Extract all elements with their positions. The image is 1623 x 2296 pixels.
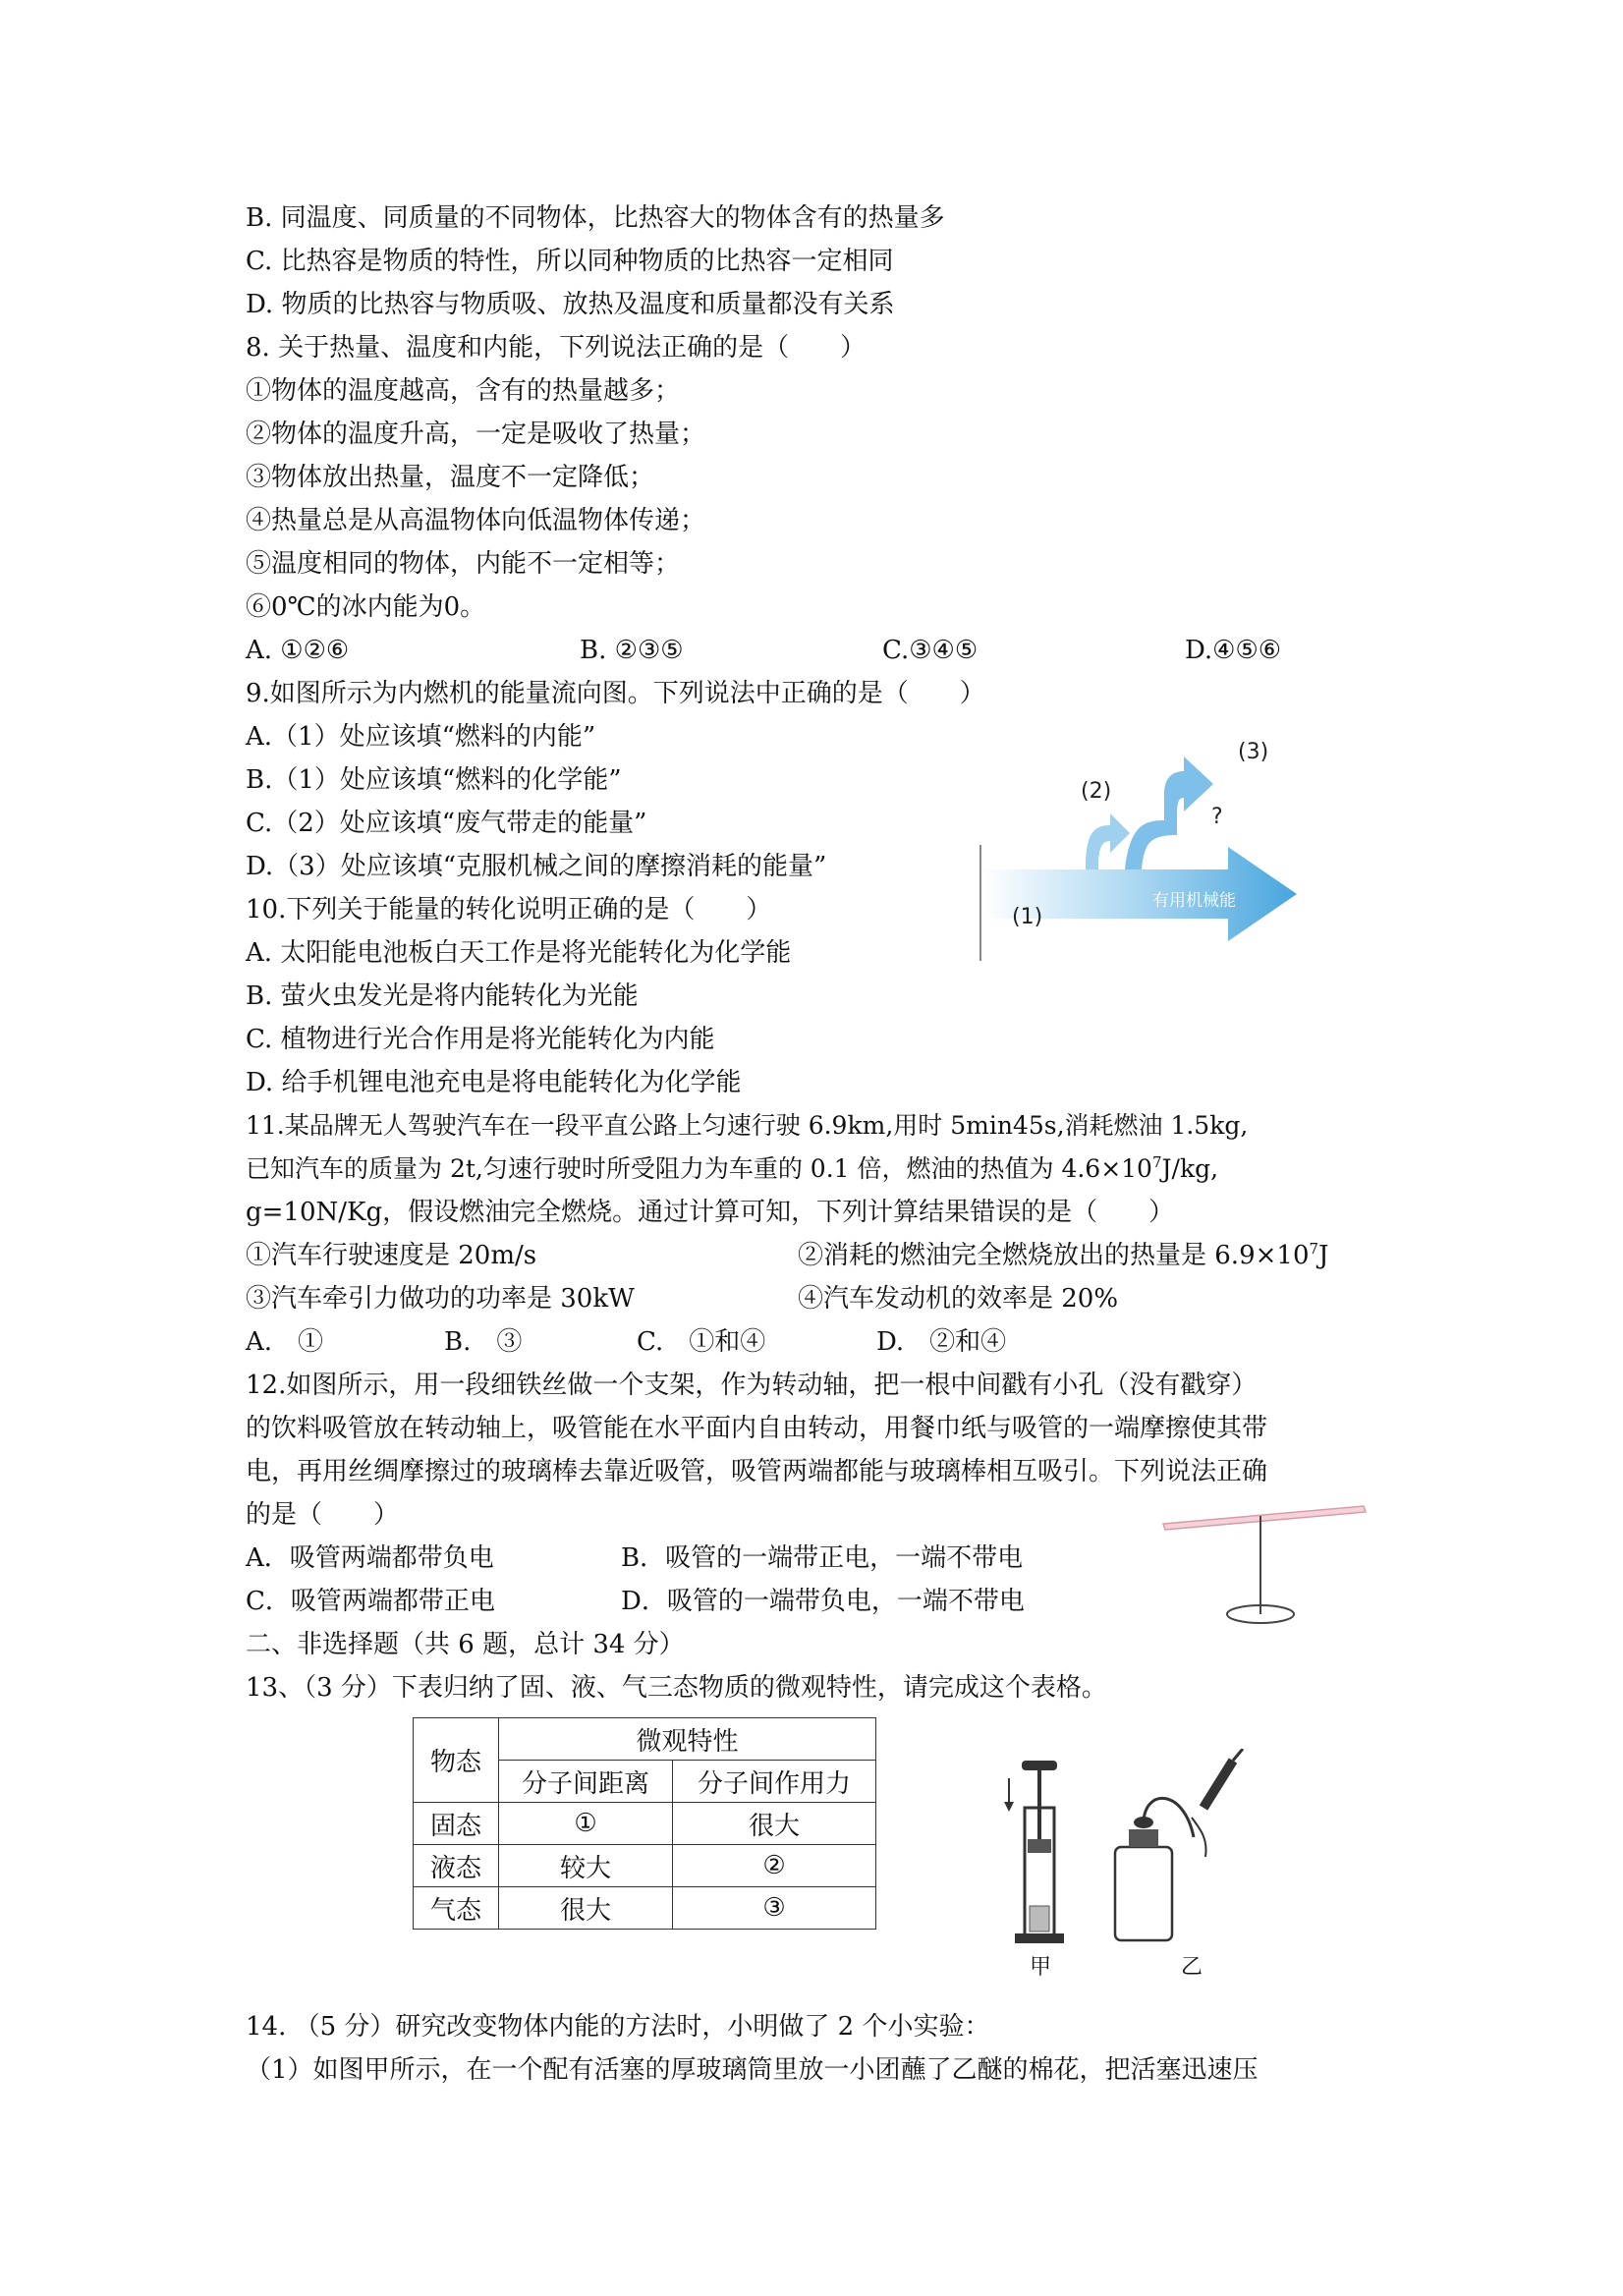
table-cell-distance: 较大	[499, 1845, 673, 1887]
q8-option-a: A. ①②⑥	[246, 636, 350, 665]
q11-stem-line-1: 11.某品牌无人驾驶汽车在一段平直公路上匀速行驶 6.9km,用时 5min45s,消耗燃油 1.5kg,	[246, 1111, 1249, 1140]
q10-option-b: B. 萤火虫发光是将内能转化为光能	[246, 981, 639, 1011]
q12-stem-line-4: 的是（ ）	[246, 1500, 400, 1530]
q9-option-c: C.（2）处应该填“废气带走的能量”	[246, 809, 647, 838]
experiment-figure	[997, 1749, 1321, 1950]
micro-properties-table	[413, 1717, 876, 1930]
flow-label-2: (2)	[1081, 779, 1112, 804]
energy-flow-diagram	[973, 727, 1307, 963]
table-row	[414, 1803, 876, 1845]
q12-stem-line-3: 电，再用丝绸摩擦过的玻璃棒去靠近吸管，吸管两端都能与玻璃棒相互吸引。下列说法正确	[246, 1457, 1268, 1486]
q11-s2-exponent: 7	[1309, 1240, 1319, 1258]
q11-statement-1: ①汽车行驶速度是 20m/s	[246, 1241, 537, 1270]
q12-option-d: D．吸管的一端带负电，一端不带电	[621, 1587, 1025, 1616]
table-row	[414, 1845, 876, 1887]
branch-arrow-2	[1086, 813, 1130, 869]
q11-stem-line-3: g=10N/Kg，假设燃油完全燃烧。通过计算可知，下列计算结果错误的是（ ）	[246, 1198, 1175, 1227]
q7-option-c: C. 比热容是物质的特性，所以同种物质的比热容一定相同	[246, 247, 894, 276]
bottle-pump-apparatus	[1115, 1749, 1243, 1940]
table-cell-force: ②	[673, 1845, 876, 1887]
q11-option-a: A. ①	[246, 1327, 324, 1357]
table-cell-force: 很大	[673, 1803, 876, 1845]
q11-option-d: D. ②和④	[876, 1327, 1007, 1357]
table-cell-distance: ①	[499, 1803, 673, 1845]
q10-option-c: C. 植物进行光合作用是将光能转化为内能	[246, 1025, 715, 1054]
branch-arrow-3	[1125, 756, 1213, 869]
flow-question-mark: ?	[1211, 805, 1223, 829]
q11-text: 已知汽车的质量为 2t,匀速行驶时所受阻力为车重的 0.1 倍，燃油的热值为 4.6×10	[246, 1154, 1152, 1183]
straw-stand-figure	[1159, 1498, 1375, 1626]
q8-statement-2: ②物体的温度升高，一定是吸收了热量；	[246, 420, 706, 449]
table-header-state: 物态	[414, 1718, 499, 1803]
table-cell-state: 液态	[414, 1845, 499, 1887]
q11-option-b: B. ③	[444, 1327, 523, 1357]
q11-statement-4: ④汽车发动机的效率是 20%	[798, 1284, 1119, 1314]
flow-label-1: (1)	[1012, 905, 1043, 929]
q13-stem: 13、（3 分）下表归纳了固、液、气三态物质的微观特性，请完成这个表格。	[246, 1673, 1107, 1703]
q9-option-a: A.（1）处应该填“燃料的内能”	[246, 722, 596, 752]
q8-statement-3: ③物体放出热量，温度不一定降低；	[246, 463, 655, 492]
q11-unit: J/kg,	[1161, 1154, 1219, 1183]
q12-option-b: B．吸管的一端带正电，一端不带电	[621, 1543, 1024, 1573]
q11-exponent: 7	[1151, 1153, 1162, 1171]
q8-stem: 8. 关于热量、温度和内能，下列说法正确的是（ ）	[246, 333, 867, 363]
q11-s2-unit: J	[1318, 1241, 1329, 1270]
useful-mechanical-energy-label: 有用机械能	[1152, 891, 1236, 911]
figure-label-jia: 甲	[1030, 1955, 1052, 1980]
q8-option-c: C.③④⑤	[882, 636, 979, 665]
figure-label-yi: 乙	[1181, 1955, 1203, 1980]
q8-statement-4: ④热量总是从高温物体向低温物体传递；	[246, 506, 706, 535]
q8-statement-5: ⑤温度相同的物体，内能不一定相等；	[246, 549, 681, 579]
q9-stem: 9.如图所示为内燃机的能量流向图。下列说法中正确的是（ ）	[246, 679, 985, 708]
piston-cylinder-apparatus	[1004, 1761, 1064, 1943]
q8-option-b: B. ②③⑤	[580, 636, 684, 665]
q14-part-1: （1）如图甲所示，在一个配有活塞的厚玻璃筒里放一小团蘸了乙醚的棉花，把活塞迅速压	[246, 2055, 1259, 2085]
q9-option-d: D.（3）处应该填“克服机械之间的摩擦消耗的能量”	[246, 852, 827, 881]
q12-option-a: A．吸管两端都带负电	[246, 1543, 494, 1573]
table-header-distance: 分子间距离	[499, 1761, 673, 1803]
table-cell-force: ③	[673, 1887, 876, 1930]
q11-s2-text: ②消耗的燃油完全燃烧放出的热量是 6.9×10	[798, 1241, 1310, 1270]
q11-statement-2	[798, 1239, 1328, 1272]
q12-stem-line-1: 12.如图所示，用一段细铁丝做一个支架，作为转动轴，把一根中间戳有小孔（没有戳穿）	[246, 1371, 1258, 1400]
q11-option-c: C. ①和④	[637, 1327, 766, 1357]
q10-stem: 10.下列关于能量的转化说明正确的是（ ）	[246, 895, 772, 924]
q10-option-d: D. 给手机锂电池充电是将电能转化为化学能	[246, 1068, 742, 1097]
q11-statement-3: ③汽车牵引力做功的功率是 30kW	[246, 1284, 635, 1314]
q8-statement-6: ⑥0℃的冰内能为0。	[246, 592, 486, 622]
q7-option-b: B. 同温度、同质量的不同物体，比热容大的物体含有的热量多	[246, 203, 945, 233]
table-row	[414, 1887, 876, 1930]
q8-option-d: D.④⑤⑥	[1185, 636, 1282, 665]
q12-option-c: C．吸管两端都带正电	[246, 1587, 495, 1616]
q12-stem-line-2: 的饮料吸管放在转动轴上，吸管能在水平面内自由转动，用餐巾纸与吸管的一端摩擦使其带	[246, 1414, 1268, 1443]
q14-stem: 14. （5 分）研究改变物体内能的方法时，小明做了 2 个小实验：	[246, 2012, 990, 2042]
straw	[1163, 1506, 1366, 1530]
q9-option-b: B.（1）处应该填“燃料的化学能”	[246, 765, 622, 795]
q8-statement-1: ①物体的温度越高，含有的热量越多；	[246, 376, 681, 406]
table-cell-distance: 很大	[499, 1887, 673, 1930]
q10-option-a: A. 太阳能电池板白天工作是将光能转化为化学能	[246, 938, 792, 968]
table-header-micro: 微观特性	[499, 1718, 876, 1761]
q7-option-d: D. 物质的比热容与物质吸、放热及温度和质量都没有关系	[246, 290, 895, 319]
flow-label-3: (3)	[1238, 740, 1269, 764]
table-cell-state: 固态	[414, 1803, 499, 1845]
section-2-heading: 二、非选择题（共 6 题，总计 34 分）	[246, 1630, 685, 1659]
table-cell-state: 气态	[414, 1887, 499, 1930]
q11-stem-line-2	[246, 1152, 1218, 1186]
table-header-force: 分子间作用力	[673, 1761, 876, 1803]
